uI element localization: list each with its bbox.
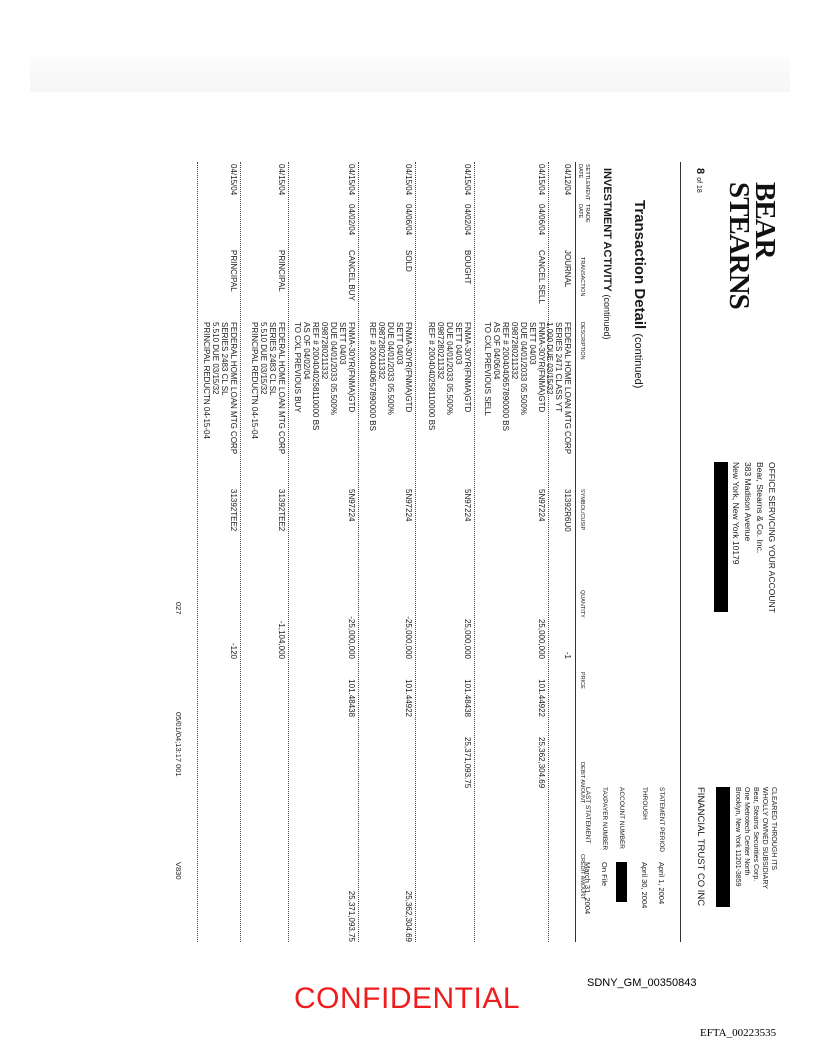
cell-trade-date: 04/02/04: [463, 204, 472, 236]
description-line: REF # 2004040258110000 BS: [311, 322, 320, 431]
description-line: DUE 04/01/2033 05.500%: [445, 322, 454, 415]
cell-settlement-date: 04/15/04: [347, 164, 356, 196]
cell-price: 101.48438: [463, 679, 472, 717]
footer-form: V830: [174, 862, 183, 880]
cell-description: [293, 322, 356, 430]
description-line: SETT 04/03: [528, 322, 537, 365]
cell-symbol: 5N97224: [463, 489, 472, 522]
period-label: STATEMENT PERIOD: [658, 787, 665, 853]
table-header-rule: [575, 162, 576, 942]
cell-debit: 25,371,093.75: [463, 737, 472, 789]
account-name: FINANCIAL TRUST CO INC: [695, 787, 706, 907]
clearing-line: One Metrotech Center North: [743, 787, 750, 876]
cell-description: [483, 322, 546, 431]
description-line: 0987280211332: [436, 322, 445, 380]
period-to: April 30, 2004: [640, 862, 649, 909]
cell-settlement-date: 04/12/04: [563, 164, 572, 196]
row-divider: [415, 162, 416, 942]
col-credit: CREDIT AMOUNT: [579, 854, 585, 900]
description-line: FEDERAL HOME LOAN MTG CORP: [563, 322, 572, 455]
description-line: 5.510 DUE 03/15/32: [259, 322, 268, 395]
cell-credit: 25,371,093.75: [347, 890, 356, 942]
col-symbol: SYMBOL/CUSIP: [579, 489, 585, 531]
page-number: [694, 168, 706, 193]
cell-symbol: 31392R6U0: [563, 489, 572, 532]
cell-quantity: -1,104,000: [277, 620, 286, 659]
page-number-value: 8: [694, 168, 706, 175]
header-rule: [680, 162, 681, 942]
description-line: TO CXL PREVIOUS BUY: [293, 322, 302, 413]
cell-settlement-date: 04/15/04: [277, 164, 286, 196]
logo-line1: BEAR: [749, 182, 781, 259]
office-line: Bear, Stearns & Co. Inc.: [755, 462, 765, 554]
description-line: 0987280211332: [377, 322, 386, 380]
description-line: 1,000 DUE 03/15/32: [545, 322, 554, 395]
description-line: FEDERAL HOME LOAN MTG CORP: [229, 322, 238, 455]
col-trade-date: TRADE DATE: [577, 204, 590, 223]
taxpayer-label: TAXPAYER NUMBER: [601, 787, 608, 851]
cell-trade-date: 04/06/04: [537, 204, 546, 236]
redaction-bar: [716, 787, 730, 907]
description-line: AS OF 04/06/04: [492, 322, 501, 380]
clearing-info: [713, 787, 778, 947]
cell-settlement-date: 04/15/04: [463, 164, 472, 196]
description-line: FEDERAL HOME LOAN MTG CORP: [277, 322, 286, 455]
row-divider: [288, 162, 289, 942]
footer-code: 027: [174, 602, 183, 615]
description-line: 0987280211332: [510, 322, 519, 380]
description-line: FNMA-30YR(FNMA)GTD: [347, 322, 356, 413]
title-suffix: (continued): [632, 333, 644, 389]
through-label: THROUGH: [641, 787, 648, 820]
cell-transaction: SOLD: [404, 250, 413, 272]
logo-line2: STEARNS: [723, 182, 755, 309]
last-statement-label: LAST STATEMENT: [584, 787, 591, 844]
taxpayer-value: On File: [600, 862, 609, 887]
cell-description: [250, 322, 286, 454]
description-line: DUE 04/01/2033 05.500%: [386, 322, 395, 415]
cell-quantity: -1: [563, 651, 572, 659]
cell-quantity: -25,000,000: [347, 616, 356, 659]
statement-info: [579, 787, 670, 914]
col-description: DESCRIPTION: [579, 322, 585, 360]
description-line: PRINCIPAL REDUCTN 04-15-04: [250, 322, 259, 439]
page-title: [631, 200, 648, 400]
bear-stearns-logo: [723, 182, 781, 309]
description-line: 5.510 DUE 03/15/32: [211, 322, 220, 395]
cell-price: 101.44922: [537, 679, 546, 717]
scan-shadow: [30, 58, 790, 92]
cell-settlement-date: 04/15/04: [229, 164, 238, 196]
col-quantity: QUANTITY: [579, 590, 585, 618]
cell-price: 101.44922: [404, 679, 413, 717]
cell-transaction: CANCEL SELL: [537, 250, 546, 304]
row-divider: [474, 162, 475, 942]
description-line: PRINCIPAL REDUCTN 04-15-04: [202, 322, 211, 439]
col-price: PRICE: [579, 672, 585, 689]
description-line: AS OF 04/02/04: [302, 322, 311, 380]
redaction-bar: [616, 862, 627, 902]
cell-debit: 25,362,304.69: [537, 737, 546, 789]
clearing-line: Bear, Stearns Securities Corp.: [752, 787, 759, 882]
section-text: INVESTMENT ACTIVITY: [601, 168, 613, 292]
cell-symbol: 5N97224: [537, 489, 546, 522]
description-line: SERIES 2483 CL SL: [220, 322, 229, 396]
office-line: New York, New York 10179: [731, 462, 741, 565]
description-line: TO CXL PREVIOUS SELL: [483, 322, 492, 416]
description-line: FNMA-30YR(FNMA)GTD: [404, 322, 413, 413]
cell-quantity: -25,000,000: [404, 616, 413, 659]
cell-transaction: PRINCIPAL: [277, 250, 286, 292]
cell-description: [545, 322, 572, 454]
office-line: 383 Madison Avenue: [743, 462, 753, 542]
cell-symbol: 31392TEE2: [229, 489, 238, 532]
efta-number: EFTA_00223535: [700, 1027, 777, 1039]
cell-symbol: 31392TEE2: [277, 489, 286, 532]
clearing-line: CLEARED THROUGH ITS: [770, 787, 777, 871]
col-transaction: TRANSACTION: [579, 257, 585, 297]
description-line: 0987280211332: [320, 322, 329, 380]
page-of: of 18: [695, 177, 702, 193]
description-line: SETT 04/03: [338, 322, 347, 365]
description-line: SETT 04/03: [454, 322, 463, 365]
col-settlement-date: SETTLEMENT DATE: [577, 164, 590, 201]
cell-symbol: 5N97224: [404, 489, 413, 522]
office-line: OFFICE SERVICING YOUR ACCOUNT: [767, 462, 777, 613]
cell-description: [202, 322, 238, 454]
description-line: DUE 04/01/2033 05.500%: [329, 322, 338, 415]
description-line: SERIES 2471 CLASS YT: [554, 322, 563, 413]
redaction-bar: [714, 462, 728, 612]
cell-settlement-date: 04/15/04: [537, 164, 546, 196]
description-line: SERIES 2483 CL SL: [268, 322, 277, 396]
description-line: REF # 2004040258110000 BS: [427, 322, 436, 431]
bates-number: SDNY_GM_00350843: [587, 977, 697, 989]
account-number-label: ACCOUNT NUMBER: [618, 787, 625, 849]
section-suffix: (continued): [602, 294, 612, 340]
description-line: REF # 2004040657890000 BS: [368, 322, 377, 431]
cell-description: [368, 322, 413, 431]
cell-transaction: CANCEL BUY: [347, 250, 356, 301]
last-statement-value: March 31, 2004: [583, 862, 592, 915]
confidential-stamp: CONFIDENTIAL: [294, 982, 521, 1015]
cell-transaction: JOURNAL: [563, 250, 572, 288]
description-line: FNMA-30YR(FNMA)GTD: [537, 322, 546, 413]
cell-price: 101.48438: [347, 679, 356, 717]
title-text: Transaction Detail: [631, 200, 648, 330]
description-line: FNMA-30YR(FNMA)GTD: [463, 322, 472, 413]
clearing-line: WHOLLY OWNED SUBSIDIARY: [761, 787, 768, 889]
cell-transaction: BOUGHT: [463, 250, 472, 285]
clearing-line: Brooklyn, New York 11201-3859: [734, 787, 741, 887]
period-from: April 1, 2004: [657, 862, 666, 905]
cell-settlement-date: 04/15/04: [404, 164, 413, 196]
office-address: [711, 462, 778, 682]
section-heading: [601, 168, 613, 340]
footer-timestamp: 05/01/04;13:17 001: [174, 712, 183, 777]
description-line: DUE 04/01/2033 05.500%: [519, 322, 528, 415]
row-divider: [548, 162, 549, 942]
cell-trade-date: 04/06/04: [404, 204, 413, 236]
cell-quantity: 25,000,000: [463, 618, 472, 659]
description-line: SETT 04/03: [395, 322, 404, 365]
cell-description: [427, 322, 472, 430]
row-divider: [358, 162, 359, 942]
cell-quantity: 25,000,000: [537, 618, 546, 659]
cell-quantity: -120: [229, 642, 238, 659]
description-line: REF # 2004040657890000 BS: [501, 322, 510, 431]
row-divider: [240, 162, 241, 942]
cell-credit: 25,362,304.69: [404, 890, 413, 942]
cell-transaction: PRINCIPAL: [229, 250, 238, 292]
statement-page: [118, 142, 816, 942]
cell-trade-date: 04/02/04: [347, 204, 356, 236]
col-debit: DEBIT AMOUNT: [579, 762, 585, 804]
row-divider: [197, 162, 198, 942]
cell-symbol: 5N97224: [347, 489, 356, 522]
